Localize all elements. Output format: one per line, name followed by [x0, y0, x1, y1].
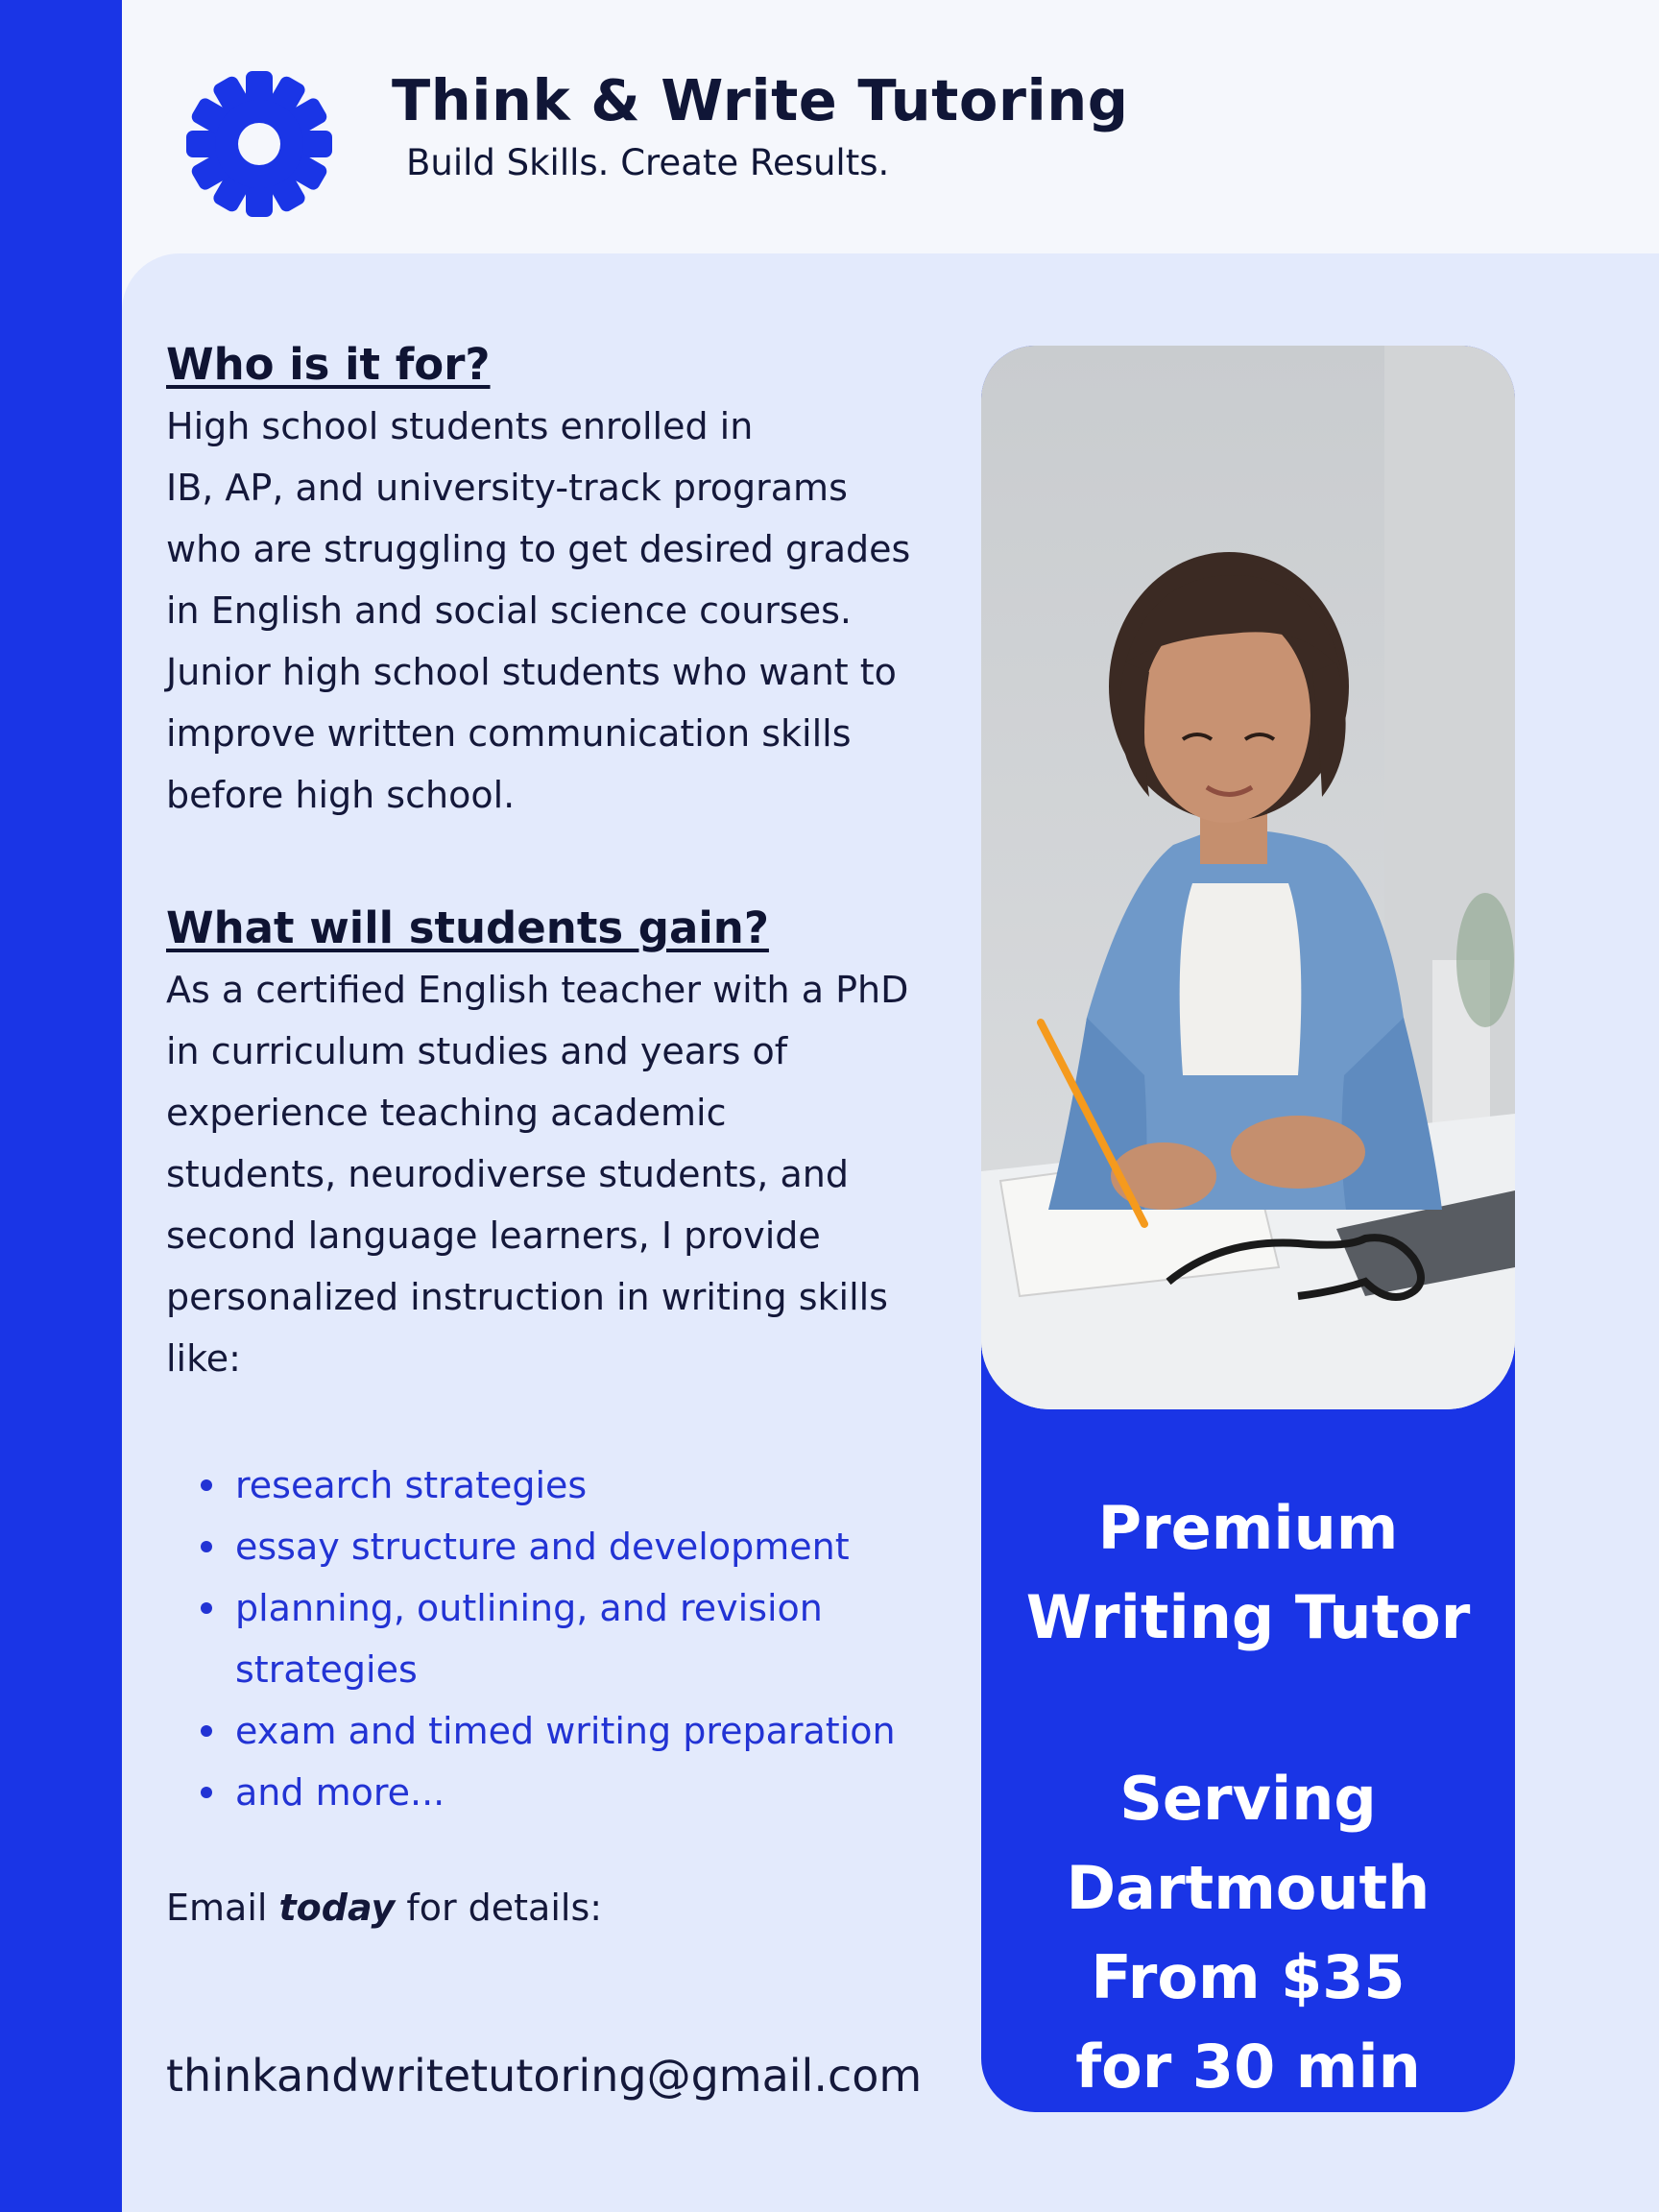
promo-line-duration: for 30 min — [1075, 2032, 1421, 2102]
tutor-writing-illustration — [981, 346, 1515, 1409]
who-line: improve written communication skills — [166, 712, 852, 755]
gear-flower-icon — [182, 67, 336, 221]
list-item: exam and timed writing preparation — [197, 1700, 984, 1762]
who-section — [166, 334, 973, 826]
email-call-to-action — [166, 1887, 602, 1929]
who-line: before high school. — [166, 774, 516, 816]
gain-line: second language learners, I provide — [166, 1214, 821, 1257]
gain-section — [166, 898, 973, 1389]
promo-line-premium: Premium — [1097, 1493, 1399, 1563]
promo-line-serving: Serving — [1119, 1764, 1377, 1834]
who-line: in English and social science courses. — [166, 589, 852, 632]
cta-prefix: Email — [166, 1887, 279, 1929]
gain-line: like: — [166, 1337, 241, 1380]
left-accent-bar — [0, 0, 122, 2212]
who-line: IB, AP, and university-track programs — [166, 467, 848, 509]
gain-line: experience teaching academic — [166, 1092, 727, 1134]
brand-tagline: Build Skills. Create Results. — [406, 142, 890, 183]
list-item: research strategies — [197, 1455, 984, 1516]
promo-card — [981, 346, 1515, 2112]
gain-line: students, neurodiverse students, and — [166, 1153, 849, 1195]
promo-line-location: Dartmouth — [1066, 1853, 1431, 1923]
who-heading: Who is it for? — [166, 339, 491, 390]
who-line: Junior high school students who want to — [166, 651, 897, 693]
list-item: essay structure and development — [197, 1516, 984, 1577]
brand-title: Think & Write Tutoring — [392, 67, 1129, 133]
who-line: who are struggling to get desired grades — [166, 528, 911, 570]
header — [122, 0, 1659, 288]
gain-heading: What will students gain? — [166, 902, 769, 953]
list-item: planning, outlining, and revision strategies — [197, 1577, 984, 1700]
promo-line-price: From $35 — [1091, 1942, 1406, 2012]
email-address-link[interactable]: thinkandwritetutoring@gmail.com — [166, 2050, 923, 2102]
gain-line: personalized instruction in writing skills — [166, 1276, 888, 1318]
gain-line: in curriculum studies and years of — [166, 1030, 788, 1072]
promo-line-writing-tutor: Writing Tutor — [1025, 1582, 1471, 1652]
skills-list — [197, 1455, 984, 1823]
cta-suffix: for details: — [395, 1887, 603, 1929]
tutor-photo — [981, 346, 1515, 1409]
cta-emphasis: today — [278, 1887, 396, 1929]
who-line: High school students enrolled in — [166, 405, 754, 447]
list-item: and more... — [197, 1762, 984, 1823]
gain-line: As a certified English teacher with a PhD — [166, 969, 909, 1011]
